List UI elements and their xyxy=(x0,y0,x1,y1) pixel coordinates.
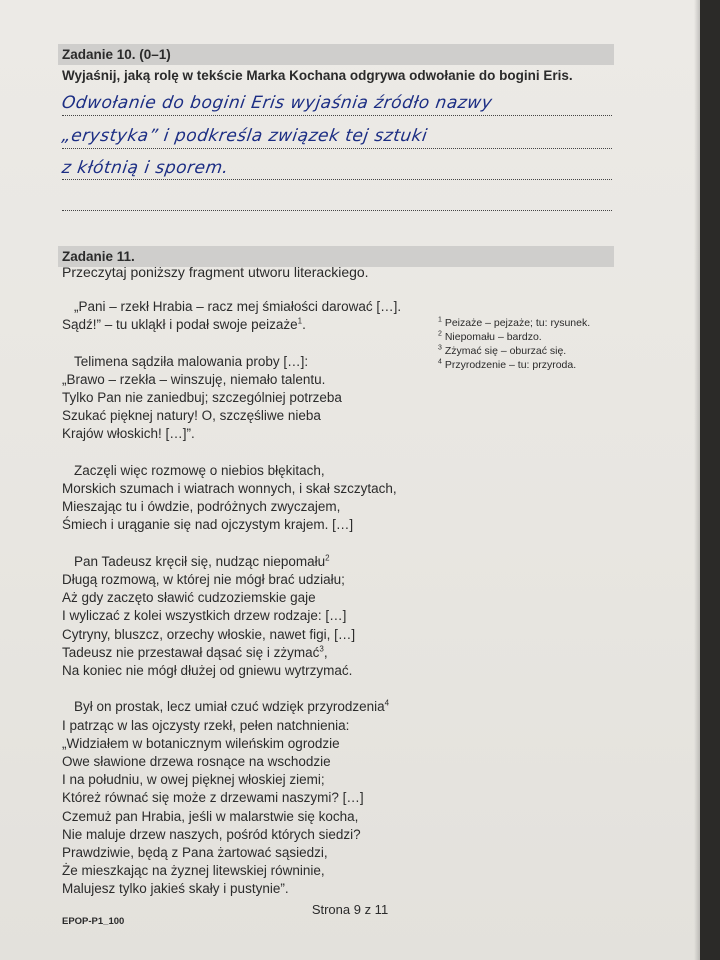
poem-line xyxy=(62,553,442,571)
poem-stanza xyxy=(62,298,442,334)
page-number: Strona 9 z 11 xyxy=(311,902,389,917)
task-11-header: Zadanie 11. xyxy=(58,246,614,267)
poem-line: Mieszając tu i ówdzie, podróżnych zwyczajem, xyxy=(62,499,341,515)
answer-line xyxy=(62,114,612,116)
footnote-mark: 4 xyxy=(384,698,390,708)
poem-line: Morskich szumach i wiatrach wonnych, i skał szczytach, xyxy=(62,481,397,496)
footnote-text: Niepomału – bardzo. xyxy=(444,331,542,343)
poem-stanza xyxy=(62,553,442,680)
answer-line xyxy=(62,147,612,149)
footnote-number: 4 xyxy=(438,358,442,366)
poem-line xyxy=(62,698,442,716)
footnote-text: Peizaże – pejzaże; tu: rysunek. xyxy=(444,317,591,329)
poem-line: I na południu, w owej pięknej włoskiej ziemi; xyxy=(62,772,325,788)
task-10-question: Wyjaśnij, jaką rolę w tekście Marka Kochana odgrywa odwołanie do bogini Eris. xyxy=(62,68,573,83)
poem-line-text: Pan Tadeusz kręcił się, nudząc niepomału xyxy=(74,553,326,569)
footnote xyxy=(438,358,638,372)
poem-stanza xyxy=(62,698,442,898)
footnote-text: Przyrodzenie – tu: przyroda. xyxy=(444,359,577,371)
footnote xyxy=(438,316,638,330)
footnote-mark: 2 xyxy=(325,553,330,563)
poem-line: Cytryny, bluszcz, orzechy włoskie, nawet figi, […] xyxy=(62,626,356,642)
poem-line: Czemuż pan Hrabia, jeśli w malarstwie się kocha, xyxy=(62,808,359,824)
poem-line: Tylko Pan nie zaniedbuj; szczególniej potrzeba xyxy=(62,390,342,405)
poem-line: „Brawo – rzekła – winszuję, niemało talentu. xyxy=(62,371,326,387)
poem-line: Malujesz tylko jakieś skały i pustynie”. xyxy=(62,881,289,897)
footnote-number: 1 xyxy=(438,316,442,324)
task-11-instruction: Przeczytaj poniższy fragment utworu literackiego. xyxy=(62,264,369,280)
poem-line-text: Był on prostak, lecz umiał czuć wdzięk przyrodzenia xyxy=(74,699,385,715)
exam-code: EPOP-P1_100 xyxy=(62,916,125,927)
poem-line: Sądź!” – tu ukląkł i podał swoje peizaże$^1$. xyxy=(62,316,306,333)
poem-line: Że mieszkając na żyznej litewskiej równinie, xyxy=(62,863,325,879)
poem-line: Długą rozmową, w której nie mógł brać udziału; xyxy=(62,572,345,587)
poem-line: Prawdziwie, będą z Pana żartować sąsiedzi, xyxy=(62,845,328,861)
poem-line: Owe sławione drzewa rosnące na wschodzie xyxy=(62,754,331,770)
poem-line: „Widziałem w botanicznym wileńskim ogrodzie xyxy=(62,735,340,751)
handwritten-answer-line: „erystyka” i podkreśla związek tej sztuki xyxy=(60,126,429,146)
poem-line-text: Tadeusz nie przestawał dąsać się i zżymać xyxy=(62,644,320,660)
poem-fragment xyxy=(62,298,442,917)
poem-line: Nie maluje drzew naszych, pośród których siedzi? xyxy=(62,826,361,842)
answer-line xyxy=(62,209,612,211)
footnote xyxy=(438,344,638,358)
footnote-number: 2 xyxy=(438,330,442,338)
handwritten-answer-line: Odwołanie do bogini Eris wyjaśnia źródło nazwy xyxy=(60,93,494,113)
poem-line: „Pani – rzekł Hrabia – racz mej śmiałości darować […]. xyxy=(74,299,402,314)
footnote-mark: 1 xyxy=(297,316,303,326)
answer-line xyxy=(62,178,612,180)
poem-line: Aż gdy zaczęto sławić cudzoziemskie gaje xyxy=(62,590,316,606)
poem-stanza xyxy=(62,353,442,444)
poem-line: I wyliczać z kolei wszystkich drzew rodzaje: […] xyxy=(62,608,347,624)
footnote xyxy=(438,330,638,344)
poem-line: Szukać pięknej natury! O, szczęśliwe nieba xyxy=(62,408,321,424)
handwritten-answer-line: z kłótnią i sporem. xyxy=(60,158,230,178)
footnotes xyxy=(438,316,638,372)
task-10-header: Zadanie 10. (0–1) xyxy=(58,44,614,65)
poem-line: Zaczęli więc rozmowę o niebios błękitach, xyxy=(74,462,325,478)
footnote-number: 3 xyxy=(438,344,442,352)
poem-line: Któreż równać się może z drzewami naszymi? […] xyxy=(62,790,364,806)
poem-line: Krajów włoskich! […]”. xyxy=(62,426,195,442)
footnote-text: Zżymać się – oburzać się. xyxy=(444,345,567,357)
poem-line-text: Sądź!” – tu ukląkł i podał swoje peizaże xyxy=(62,317,298,333)
poem-line: Telimena sądziła malowania proby […]: xyxy=(74,353,309,369)
footnote-mark: 3 xyxy=(319,644,324,654)
poem-line: Śmiech i urąganie się nad ojczystym krajem. […] xyxy=(62,517,354,533)
poem-line: Tadeusz nie przestawał dąsać się i zżymać$^3$, xyxy=(62,644,328,660)
poem-line: I patrząc w las ojczysty rzekł, pełen natchnienia: xyxy=(62,717,350,733)
poem-stanza xyxy=(62,462,442,535)
poem-line: Na koniec nie mógł dłużej od gniewu wytrzymać. xyxy=(62,663,353,679)
